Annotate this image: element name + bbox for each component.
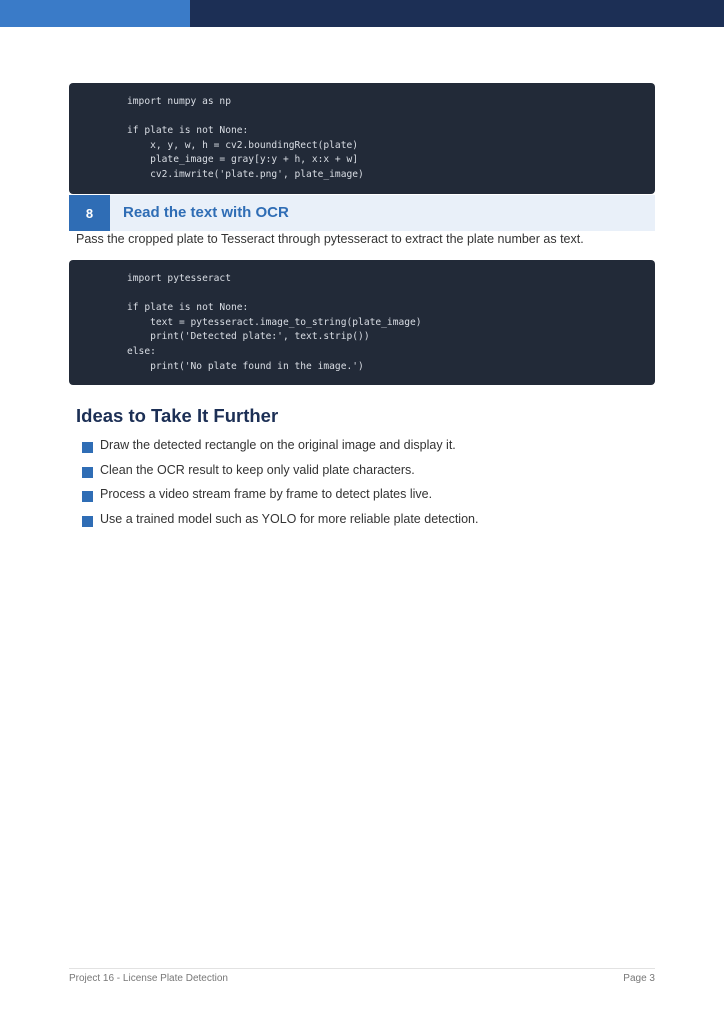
bullet-square-icon: [82, 491, 93, 502]
code-block: [69, 260, 655, 385]
step-header: [69, 195, 655, 231]
page-header-bar: [0, 0, 724, 27]
list-item-text: Use a trained model such as YOLO for more reliable plate detection.: [100, 512, 479, 527]
code-text: import pytesseract if plate is not None: text = pytesseract.image_to_string(plate_image) print('Detected plate:', text.strip()) else: print('No plate found in the image.'): [127, 273, 422, 372]
step-description: Pass the cropped plate to Tesseract through pytesseract to extract the plate number as text.: [76, 232, 584, 246]
list-item-text: Clean the OCR result to keep only valid plate characters.: [100, 462, 415, 477]
footer-divider: [69, 968, 655, 969]
list-item-text: Process a video stream frame by frame to detect plates live.: [100, 487, 433, 502]
bullet-square-icon: [82, 442, 93, 453]
bullet-square-icon: [82, 467, 93, 478]
step-number: 8: [69, 195, 110, 231]
footer-project-label: Project 16 - License Plate Detection: [69, 973, 228, 984]
section-title: Ideas to Take It Further: [76, 405, 279, 426]
step-title: Read the text with OCR: [123, 204, 289, 221]
bullet-square-icon: [82, 516, 93, 527]
code-text: import numpy as np if plate is not None: x, y, w, h = cv2.boundingRect(plate) plate_image = gray[y:y + h, x:x + w] cv2.imwrite('plate.png', plate_image): [127, 96, 364, 180]
code-block: [69, 83, 655, 194]
footer-page-number: Page 3: [623, 973, 655, 984]
header-accent-block: [0, 0, 190, 27]
list-item-text: Draw the detected rectangle on the original image and display it.: [100, 438, 456, 452]
